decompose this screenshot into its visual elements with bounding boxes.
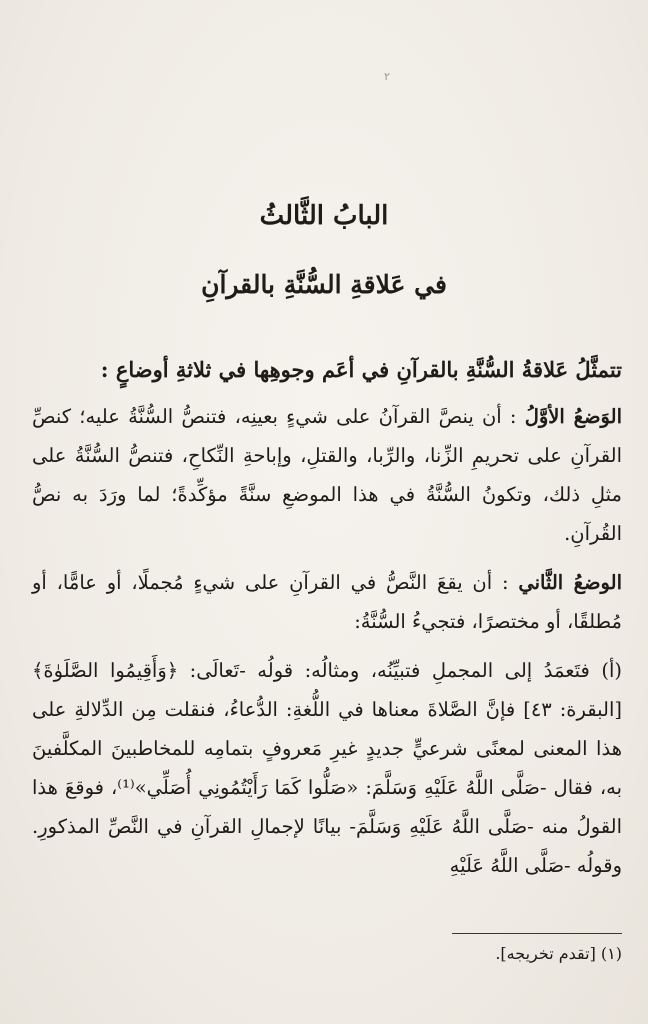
intro-paragraph: تتمثَّلُ عَلاقةُ السُّنَّةِ بالقرآنِ في أعَم وجوهِها في ثلاثةِ أوضاعٍ :	[100, 357, 622, 382]
body-text	[32, 350, 622, 885]
point-a-paragraph: (أ) فتَعمَدُ إلى المجملِ فتبيِّنُه، ومثالُه: قولُه -تَعالَى: ﴿وَأَقِيمُوا الصَّلَوٰةَ﴾ [البقرة: ٤٣] فإنَّ الصَّلاةَ معناها في اللُّغةِ: الدُّعاءُ، فنقلت مِن الدِّلالةِ على هذا المعنى لمعنًى شرعيٍّ جديدٍ غيرِ مَعروفٍ بتمامِه للمخاطبينَ المكلَّفينَ به، فقال -صَلَّى اللَّهُ عَلَيْهِ وَسَلَّمَ: «صَلُّوا كَمَا رَأَيْتُمُونِي أُصَلِّي»⁽¹⁾، فوقعَ هذا القولُ منه -صَلَّى اللَّهُ عَلَيْهِ وَسَلَّمَ- بيانًا لإجمالِ القرآنِ في النَّصِّ المذكورِ. وقولُه -صَلَّى اللَّهُ عَلَيْهِ	[32, 659, 622, 877]
status-two-heading: الوضعُ الثَّاني	[518, 571, 622, 594]
status-one-heading: الوَضعُ الأوَّلُ	[524, 405, 622, 428]
status-one-text: : أن ينصَّ القرآنُ على شيءٍ بعينِه، فتنصُّ السُّنَّةُ عليه؛ كنصِّ القرآنِ على تحريمِ الزِّنا، والرِّبا، والقتلِ، وإباحةِ النِّكاحِ، فتنصُّ السُّنَّةُ على مثلِ ذلك، وتكونُ السُّنَّةُ في هذا الموضعِ سنَّةً مؤكِّدةً؛ لما ورَدَ به نصُّ القُرآنِ.	[32, 405, 622, 545]
status-one-paragraph	[32, 397, 622, 553]
chapter-subtitle: في عَلاقةِ السُّنَّةِ بالقرآنِ	[201, 270, 447, 299]
footnote: (١) [تقدم تخريجه].	[495, 944, 622, 963]
status-two-text: : أن يقعَ النَّصُّ في القرآنِ على شيءٍ مُجملًا، أو عامًّا، أو مُطلقًا، أو مختصرًا، فتجيءُ السُّنَّةُ:	[32, 571, 622, 633]
footnote-divider	[452, 933, 622, 934]
page-mark: ٢	[384, 70, 390, 83]
status-two-paragraph	[32, 563, 622, 641]
chapter-title: البابُ الثَّالثُ	[259, 201, 389, 231]
